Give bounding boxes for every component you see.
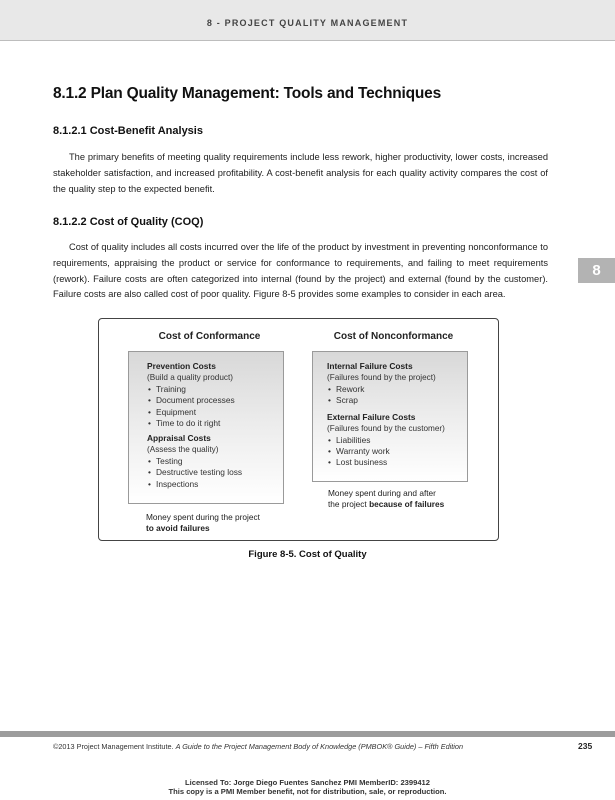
subsection-title-cost-of-quality: 8.1.2.2 Cost of Quality (COQ) (53, 216, 204, 228)
chapter-tab: 8 (578, 258, 615, 283)
nonconformance-money-note-emphasis: because of failures (369, 498, 445, 509)
appraisal-costs-subtitle: (Assess the quality) (147, 445, 219, 455)
conformance-money-note: Money spent during the project to avoid failures (146, 512, 260, 533)
appraisal-costs-title: Appraisal Costs (147, 433, 211, 444)
bullet-icon: • (148, 417, 151, 428)
external-failure-costs-subtitle: (Failures found by the customer) (327, 423, 445, 433)
external-failure-costs-list (327, 435, 467, 469)
internal-failure-costs-title: Internal Failure Costs (327, 361, 413, 371)
list-item: • Destructive testing loss (148, 467, 243, 478)
page-number: 235 (578, 741, 593, 751)
internal-failure-costs-list (327, 384, 467, 407)
bullet-icon: • (328, 445, 331, 456)
bullet-icon: • (148, 384, 151, 394)
running-header-title: 8 - PROJECT QUALITY MANAGEMENT (206, 18, 409, 28)
list-item: • Time to do it right (148, 417, 221, 428)
prevention-costs-subtitle: (Build a quality product) (147, 373, 234, 382)
list-item: • Scrap (328, 395, 358, 406)
bullet-icon: • (328, 434, 331, 445)
bullet-icon: • (148, 478, 151, 489)
heading-cost-of-conformance: Cost of Conformance (158, 331, 261, 342)
footer-bar (0, 731, 615, 737)
list-item: • Liabilities (328, 434, 371, 445)
list-item: • Testing (148, 456, 183, 467)
list-item: • Lost business (328, 457, 388, 468)
external-failure-costs-title: External Failure Costs (327, 411, 416, 422)
list-item: • Training (148, 384, 186, 394)
bullet-icon: • (148, 395, 151, 406)
internal-failure-costs-subtitle: (Failures found by the project) (327, 373, 436, 382)
section-title: 8.1.2 Plan Quality Management: Tools and Techniques (53, 85, 442, 102)
paragraph-cost-of-quality: Cost of quality includes all costs incurred over the life of the product by investment in preventing nonconformance to requirements, appraising the product or service for conformance to requirements, and failing to meet requirements (rework). Failure costs are often categorized into internal (found by the project) and external (found by the customer). Failure costs are also called cost of poor quality. Figure 8-5 provides some examples to consider in each area. (53, 242, 548, 300)
running-header (0, 0, 615, 41)
heading-cost-of-nonconformance: Cost of Nonconformance (333, 331, 454, 342)
license-line-2: This copy is a PMI Member benefit, not for distribution, sale, or reproduction. (168, 787, 447, 796)
nonconformance-box (312, 351, 468, 482)
bullet-icon: • (328, 457, 331, 468)
bullet-icon: • (328, 384, 331, 394)
list-item: • Rework (328, 384, 365, 394)
list-item: • Inspections (148, 478, 199, 489)
paragraph-cost-benefit: The primary benefits of meeting quality requirements include less rework, higher productivity, lower costs, increased stakeholder satisfaction, and increased profitability. A cost-benefit analysis for each quality activity compares the cost of the quality step to the expected benefit. (53, 152, 548, 194)
prevention-costs-title: Prevention Costs (147, 361, 216, 371)
figure-caption: Figure 8-5. Cost of Quality (248, 549, 367, 560)
figure-cost-of-quality (98, 318, 499, 541)
conformance-box (128, 351, 284, 504)
footer-book-title: A Guide to the Project Management Body of Knowledge (PMBOK® Guide) – Fifth Edition (175, 742, 464, 751)
nonconformance-money-note: Money spent during and after the project because of failures (328, 488, 445, 509)
bullet-icon: • (148, 456, 151, 467)
list-item: • Equipment (148, 406, 197, 417)
bullet-icon: • (328, 395, 331, 406)
list-item: • Document processes (148, 395, 235, 406)
footer-copyright: ©2013 Project Management Institute. A Guide to the Project Management Body of Knowledge (PMBOK® Guide) – Fifth Edition (53, 742, 464, 751)
license-line-1: Licensed To: Jorge Diego Fuentes Sanchez PMI MemberID: 2399412 (184, 778, 431, 787)
subsection-title-cost-benefit: 8.1.2.1 Cost-Benefit Analysis (53, 125, 203, 137)
prevention-costs-list (147, 384, 283, 429)
bullet-icon: • (148, 467, 151, 478)
list-item: • Warranty work (328, 445, 390, 456)
bullet-icon: • (148, 406, 151, 417)
conformance-money-note-emphasis: to avoid failures (146, 522, 210, 533)
appraisal-costs-list (147, 456, 283, 490)
